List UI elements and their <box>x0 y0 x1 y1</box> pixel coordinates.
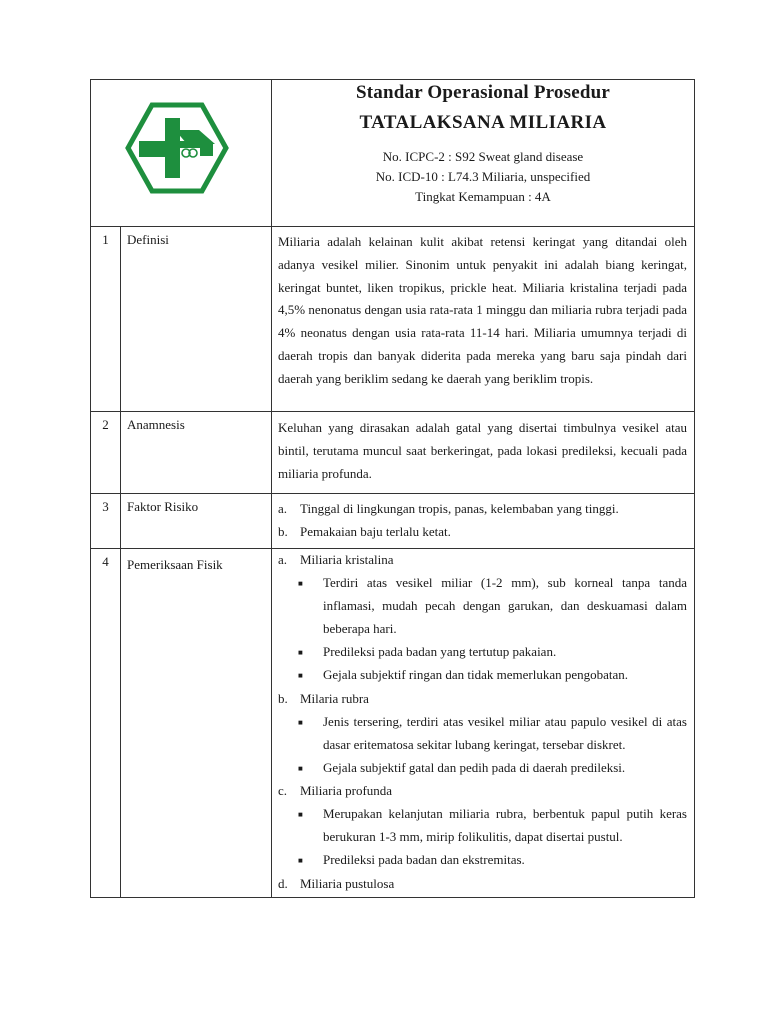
list-item <box>278 521 687 544</box>
competency-level: Tingkat Kemampuan : 4A <box>415 189 551 204</box>
row-list <box>272 494 695 549</box>
list-text: Miliaria kristalina <box>300 552 394 568</box>
bullet-icon: ■ <box>298 855 303 865</box>
row-label: Faktor Risiko <box>121 494 272 549</box>
bullet-item <box>298 664 687 688</box>
list-marker: b. <box>278 524 288 540</box>
document-title: Standar Operasional Prosedur <box>355 82 611 103</box>
row-label: Anamnesis <box>121 412 272 494</box>
puskesmas-logo-icon <box>125 102 229 194</box>
bullet-text: Jenis tersering, terdiri atas vesikel miliar atau papulo vesikel di atas dasar eritematosa sekitar lubang keringat, tersebar diskret. <box>323 713 687 752</box>
row-number: 4 <box>91 549 121 898</box>
row-number: 3 <box>91 494 121 549</box>
list-marker: c. <box>278 783 288 799</box>
logo-cell <box>91 80 272 227</box>
list-text: Miliaria profunda <box>300 783 393 799</box>
bullet-item <box>298 641 687 665</box>
row-definisi <box>91 227 695 412</box>
bullet-text: Gejala subjektif ringan dan tidak memerlukan pengobatan. <box>323 667 629 683</box>
row-pemeriksaan-fisik <box>91 549 695 898</box>
bullet-item <box>298 572 687 640</box>
list-item <box>278 780 687 803</box>
row-number: 1 <box>91 227 121 412</box>
sop-table <box>90 79 695 898</box>
list-marker: d. <box>278 875 288 891</box>
bullet-text: Predileksi pada badan dan ekstremitas. <box>323 851 525 867</box>
row-label: Definisi <box>121 227 272 412</box>
icpc-code: No. ICPC-2 : S92 Sweat gland disease <box>382 149 584 164</box>
row-number: 2 <box>91 412 121 494</box>
document-subtitle: TATALAKSANA MILIARIA <box>359 112 607 133</box>
list-text: Milaria rubra <box>300 691 369 707</box>
bullet-icon: ■ <box>298 717 303 727</box>
list-text: Miliaria pustulosa <box>300 875 395 891</box>
list-marker: a. <box>278 501 288 517</box>
icd-code: No. ICD-10 : L74.3 Miliaria, unspecified <box>375 169 591 184</box>
header-cell <box>272 80 695 227</box>
row-list <box>272 549 695 898</box>
list-item <box>278 873 687 896</box>
bullet-icon: ■ <box>298 763 303 773</box>
bullet-text: Terdiri atas vesikel miliar (1-2 mm), sub korneal tanpa tanda inflamasi, mudah pecah dengan garukan, dan deskuamasi dalam beberapa hari. <box>323 575 687 636</box>
list-item <box>278 688 687 711</box>
bullet-item <box>298 849 687 873</box>
list-item <box>278 498 687 521</box>
bullet-icon: ■ <box>298 810 303 820</box>
bullet-item <box>298 711 687 757</box>
bullet-text: Gejala subjektif gatal dan pedih pada di daerah predileksi. <box>323 759 626 775</box>
bullet-icon: ■ <box>298 647 303 657</box>
bullet-item <box>298 803 687 849</box>
row-text: Miliaria adalah kelainan kulit akibat retensi keringat yang ditandai oleh adanya vesikel milier. Sinonim untuk penyakit ini adalah biang keringat, keringat buntet, liken tropikus, prickle heat. Miliaria kristalina terjadi pada 4,5% nenonatus dengan usia rata-rata 1 minggu dan miliaria rubra terjadi pada 4% neonatus dengan usia rata-rata 11-14 hari. Miliaria umumnya terjadi di daerah tropis dan banyak diderita pada mereka yang baru saja pindah dari daerah yang beriklim sedang ke daerah yang beriklim tropis. <box>272 227 695 412</box>
list-marker: b. <box>278 691 288 707</box>
list-marker: a. <box>278 552 288 568</box>
header-row <box>91 80 695 227</box>
bullet-icon: ■ <box>298 579 303 589</box>
bullet-text: Predileksi pada badan yang tertutup pakaian. <box>323 643 557 659</box>
bullet-icon: ■ <box>298 671 303 681</box>
row-faktor-risiko <box>91 494 695 549</box>
bullet-text: Merupakan kelanjutan miliaria rubra, berbentuk papul putih keras berukuran 1-3 mm, mirip folikulitis, dapat disertai pustul. <box>323 806 687 844</box>
list-text: Tinggal di lingkungan tropis, panas, kelembaban yang tinggi. <box>300 501 619 517</box>
list-text: Pemakaian baju terlalu ketat. <box>300 524 451 540</box>
row-label: Pemeriksaan Fisik <box>121 549 272 898</box>
bullet-item <box>298 757 687 781</box>
row-text: Keluhan yang dirasakan adalah gatal yang disertai timbulnya vesikel atau bintil, terutama muncul saat berkeringat, pada lokasi predileksi, kecuali pada miliaria profunda. <box>272 412 695 494</box>
list-item <box>278 549 687 572</box>
row-anamnesis <box>91 412 695 494</box>
